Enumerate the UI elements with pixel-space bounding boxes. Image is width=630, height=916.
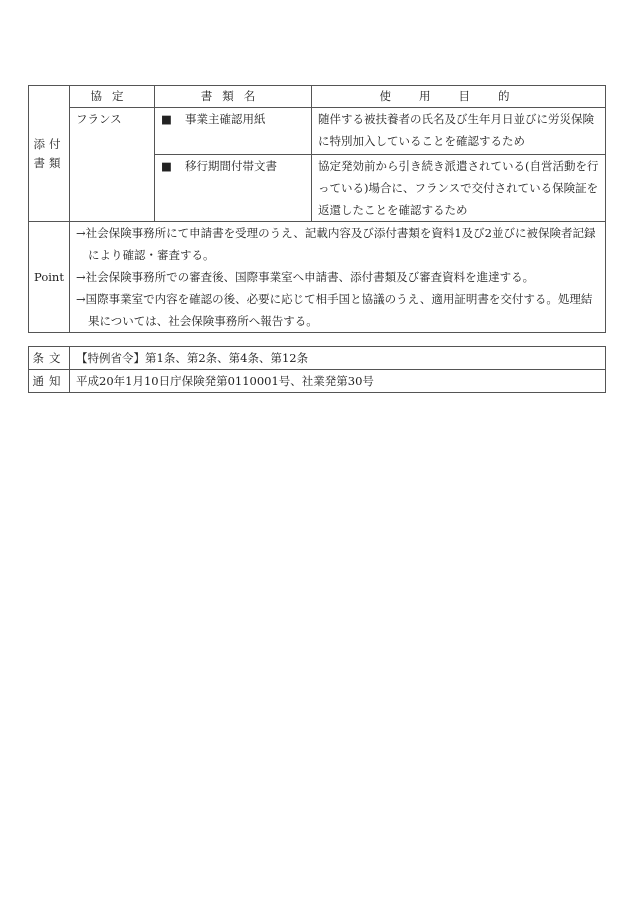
table-row [29, 347, 606, 370]
articles-label: 条文 [29, 347, 70, 370]
table-row [29, 108, 606, 155]
attachments-label [29, 86, 70, 222]
point-item: →国際事業室で内容を確認の後、必要に応じて相手国と協議のうえ、適用証明書を交付する。処理結果については、社会保険事務所へ報告する。 [76, 292, 593, 328]
point-content [70, 222, 606, 333]
purpose-cell: 協定発効前から引き続き派遣されている(自営活動を行っている)場合に、フランスで交付されている保険証を返還したことを確認するため [312, 155, 606, 222]
point-item: →社会保険事務所での審査後、国際事業室へ申請書、添付書類及び審査資料を進達する。 [76, 270, 535, 284]
table-row [29, 370, 606, 393]
references-table [28, 346, 606, 393]
bullet-square-icon: ■ [161, 159, 172, 173]
point-item: →社会保険事務所にて申請書を受理のうえ、記載内容及び添付書類を資料1及び2並びに被保険者記録により確認・審査する。 [76, 226, 596, 262]
header-agreement: 協定 [70, 86, 155, 108]
document-cell [155, 108, 312, 155]
bullet-square-icon: ■ [161, 112, 172, 126]
document-name: 事業主確認用紙 [185, 112, 266, 126]
document-name: 移行期間付帯文書 [185, 159, 277, 173]
articles-value: 【特例省令】第1条、第2条、第4条、第12条 [70, 347, 606, 370]
header-purpose: 使用目的 [312, 86, 606, 108]
attachments-table [28, 85, 606, 333]
header-document-name: 書類名 [155, 86, 312, 108]
document-cell [155, 155, 312, 222]
purpose-cell: 随伴する被扶養者の氏名及び生年月日並びに労災保険に特別加入していることを確認するため [312, 108, 606, 155]
notice-label: 通知 [29, 370, 70, 393]
point-row [29, 222, 606, 333]
country-cell: フランス [70, 108, 155, 222]
notice-value: 平成20年1月10日庁保険発第0110001号、社業発第30号 [70, 370, 606, 393]
label-line: 添付 [33, 136, 65, 151]
point-label: Point [29, 222, 70, 333]
label-line: 書類 [33, 155, 65, 170]
